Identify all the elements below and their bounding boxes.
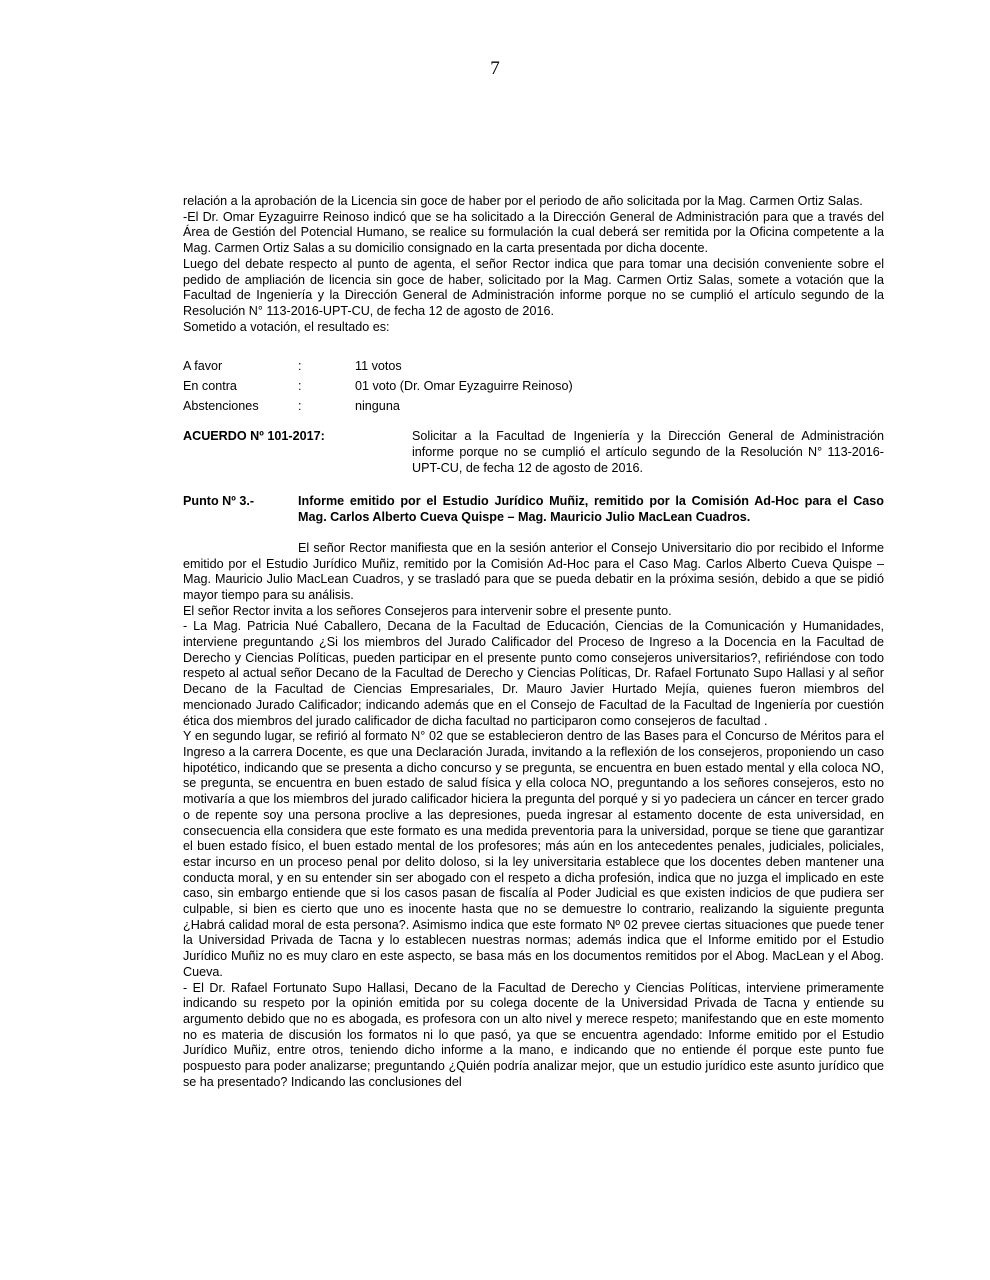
vote-results <box>183 356 884 416</box>
paragraph: - La Mag. Patricia Nué Caballero, Decana de la Facultad de Educación, Ciencias de la Comunicación y Humanidades, interviene preguntando ¿Si los miembros del Jurado Calificador del Proceso de Ingreso a la Docencia en la Facultad de Derecho y Ciencias Políticas, pueden participar en el presente punto como consejeros universitarios?, refiriéndose con todo respeto al actual señor Decano de la Facultad de Derecho y Ciencias Políticas, Dr. Rafael Fortunato Supo Hallasi y al señor Decano de la Facultad de Ciencias Empresariales, Dr. Mauro Javier Hurtado Mejía, quienes fueron miembros del mencionado Jurado Calificador; indicando además que en el Consejo de Facultad de la Facultad de Ingeniería por cuestión ética dos miembros del jurado calificador de dicha facultad no participaron como consejeros de facultad . <box>183 619 884 728</box>
vote-row <box>183 376 884 396</box>
agenda-item-title: Informe emitido por el Estudio Jurídico Muñiz, remitido por la Comisión Ad-Hoc para el Caso Mag. Carlos Alberto Cueva Quispe – Mag. Mauricio Julio MacLean Cuadros. <box>298 494 884 525</box>
acuerdo-text: Solicitar a la Facultad de Ingeniería y la Dirección General de Administración informe porque no se cumplió el artículo segundo de la Resolución N° 113-2016-UPT-CU, de fecha 12 de agosto de 2016. <box>412 429 884 475</box>
paragraph: El señor Rector manifiesta que en la sesión anterior el Consejo Universitario dio por recibido el Informe emitido por el Estudio Jurídico Muñiz, remitido por la Comisión Ad-Hoc para el Caso Mag. Carlos Alberto Cueva Quispe – Mag. Mauricio Julio MacLean Cuadros, y se trasladó para que se pueda debatir en la próxima sesión, debido a que se pidió mayor tiempo para su análisis. <box>183 540 884 602</box>
page-number: 7 <box>490 58 500 79</box>
vote-colon: : <box>298 359 302 374</box>
acuerdo-block <box>183 429 884 476</box>
vote-value: 11 votos <box>355 359 402 374</box>
paragraph: Luego del debate respecto al punto de agenta, el señor Rector indica que para tomar una decisión conveniente sobre el pedido de ampliación de licencia sin goce de haber, solicitado por la Mag. Carmen Ortiz Salas, somete a votación que la Facultad de Ingeniería y la Dirección General de Administración informe porque no se cumplió el artículo segundo de la Resolución N° 113-2016-UPT-CU, de fecha 12 de agosto de 2016. <box>183 256 884 318</box>
paragraph: - El Dr. Rafael Fortunato Supo Hallasi, Decano de la Facultad de Derecho y Ciencias Políticas, interviene primeramente indicando su respeto por la opinión emitida por su colega docente de la Universidad Privada de Tacna y entiende su argumento debido que no es abogada, es profesora con un alto nivel y merece respeto; manifestando que en este momento no es materia de discusión los formatos ni lo que pasó, ya que se encuentra agendado: Informe emitido por el Estudio Jurídico Muñiz, entre otros, teniendo dicho informe a la mano, e indicando que no entiende él porque este punto fue pospuesto para poder analizarse; preguntando ¿Quién podría analizar mejor, que un estudio jurídico este asunto jurídico que se ha presentado? Indicando las conclusiones del <box>183 980 884 1089</box>
vote-colon: : <box>298 399 302 414</box>
vote-value: ninguna <box>355 399 400 414</box>
vote-label: En contra <box>183 379 237 394</box>
discussion-section <box>183 541 884 1091</box>
paragraph: -El Dr. Omar Eyzaguirre Reinoso indicó que se ha solicitado a la Dirección General de Administración para que a través del Área de Gestión del Potencial Humano, se realice su formulación la cual deberá ser remitida por la Oficina competente a la Mag. Carmen Ortiz Salas a su domicilio consignado en la carta presentada por dicha docente. <box>183 209 884 256</box>
document-body <box>183 194 884 1090</box>
paragraph: Y en segundo lugar, se refirió al formato N° 02 que se establecieron dentro de las Bases para el Concurso de Méritos para el Ingreso a la carrera Docente, es que una Declaración Jurada, invitando a la reflexión de los consejeros, proponiendo un caso hipotético, indicando que se presenta a dicho concurso y se pregunta, se encuentra en buen estado mental y ella coloca NO, se pregunta, se encuentra en buen estado de salud física y ella coloca NO, preguntando a los señores consejeros, esto no motivaría a que los miembros del jurado calificador hiciera la pregunta del porqué y si yo padeciera un cáncer en tercer grado o de repente soy una persona proclive a las depresiones, pueda ingresar al estamento docente de esta universidad, en consecuencia ella considera que este formato es una medida preventoria para la universidad, porque se tiene que garantizar el buen estado físico, el buen estado mental de los profesores; más aún en los antecedentes penales, judiciales, policiales, estar incurso en un proceso penal por delito doloso, si la ley universitaria establece que los docentes deben mantener una conducta moral, y en su entender sin ser abogado con el respeto a dicha profesión, indica que no juzga el implicado en este caso, sin embargo entiende que si los casos pasan de fiscalía al Poder Judicial es que existen indicios de que pudiera ser culpable, si bien es cierto que uno es inocente hasta que no se demuestre lo contrario, realizando la siguiente pregunta ¿Habrá calidad moral de esta persona?. Asimismo indica que este formato Nº 02 prevee ciertas situaciones que puede tener la Universidad Privada de Tacna y lo establecen nuestras normas; además indica que el Informe emitido por el Estudio Jurídico Muñiz no es muy claro en este aspecto, se basa más en los documentos remitidos por el Abog. MacLean y el Abog. Cueva. <box>183 729 884 979</box>
agenda-item-label: Punto Nº 3.- <box>183 494 255 509</box>
vote-label: Abstenciones <box>183 399 259 414</box>
vote-value: 01 voto (Dr. Omar Eyzaguirre Reinoso) <box>355 379 573 394</box>
vote-colon: : <box>298 379 302 394</box>
vote-row <box>183 396 884 416</box>
paragraph: Sometido a votación, el resultado es: <box>183 319 390 334</box>
paragraph: El señor Rector invita a los señores Consejeros para intervenir sobre el presente punto. <box>183 603 672 618</box>
vote-row <box>183 356 884 376</box>
vote-label: A favor <box>183 359 223 374</box>
paragraph: relación a la aprobación de la Licencia sin goce de haber por el periodo de año solicitada por la Mag. Carmen Ortiz Salas. <box>183 194 863 208</box>
acuerdo-label: ACUERDO Nº 101-2017: <box>183 429 325 444</box>
agenda-item-heading <box>183 494 884 525</box>
